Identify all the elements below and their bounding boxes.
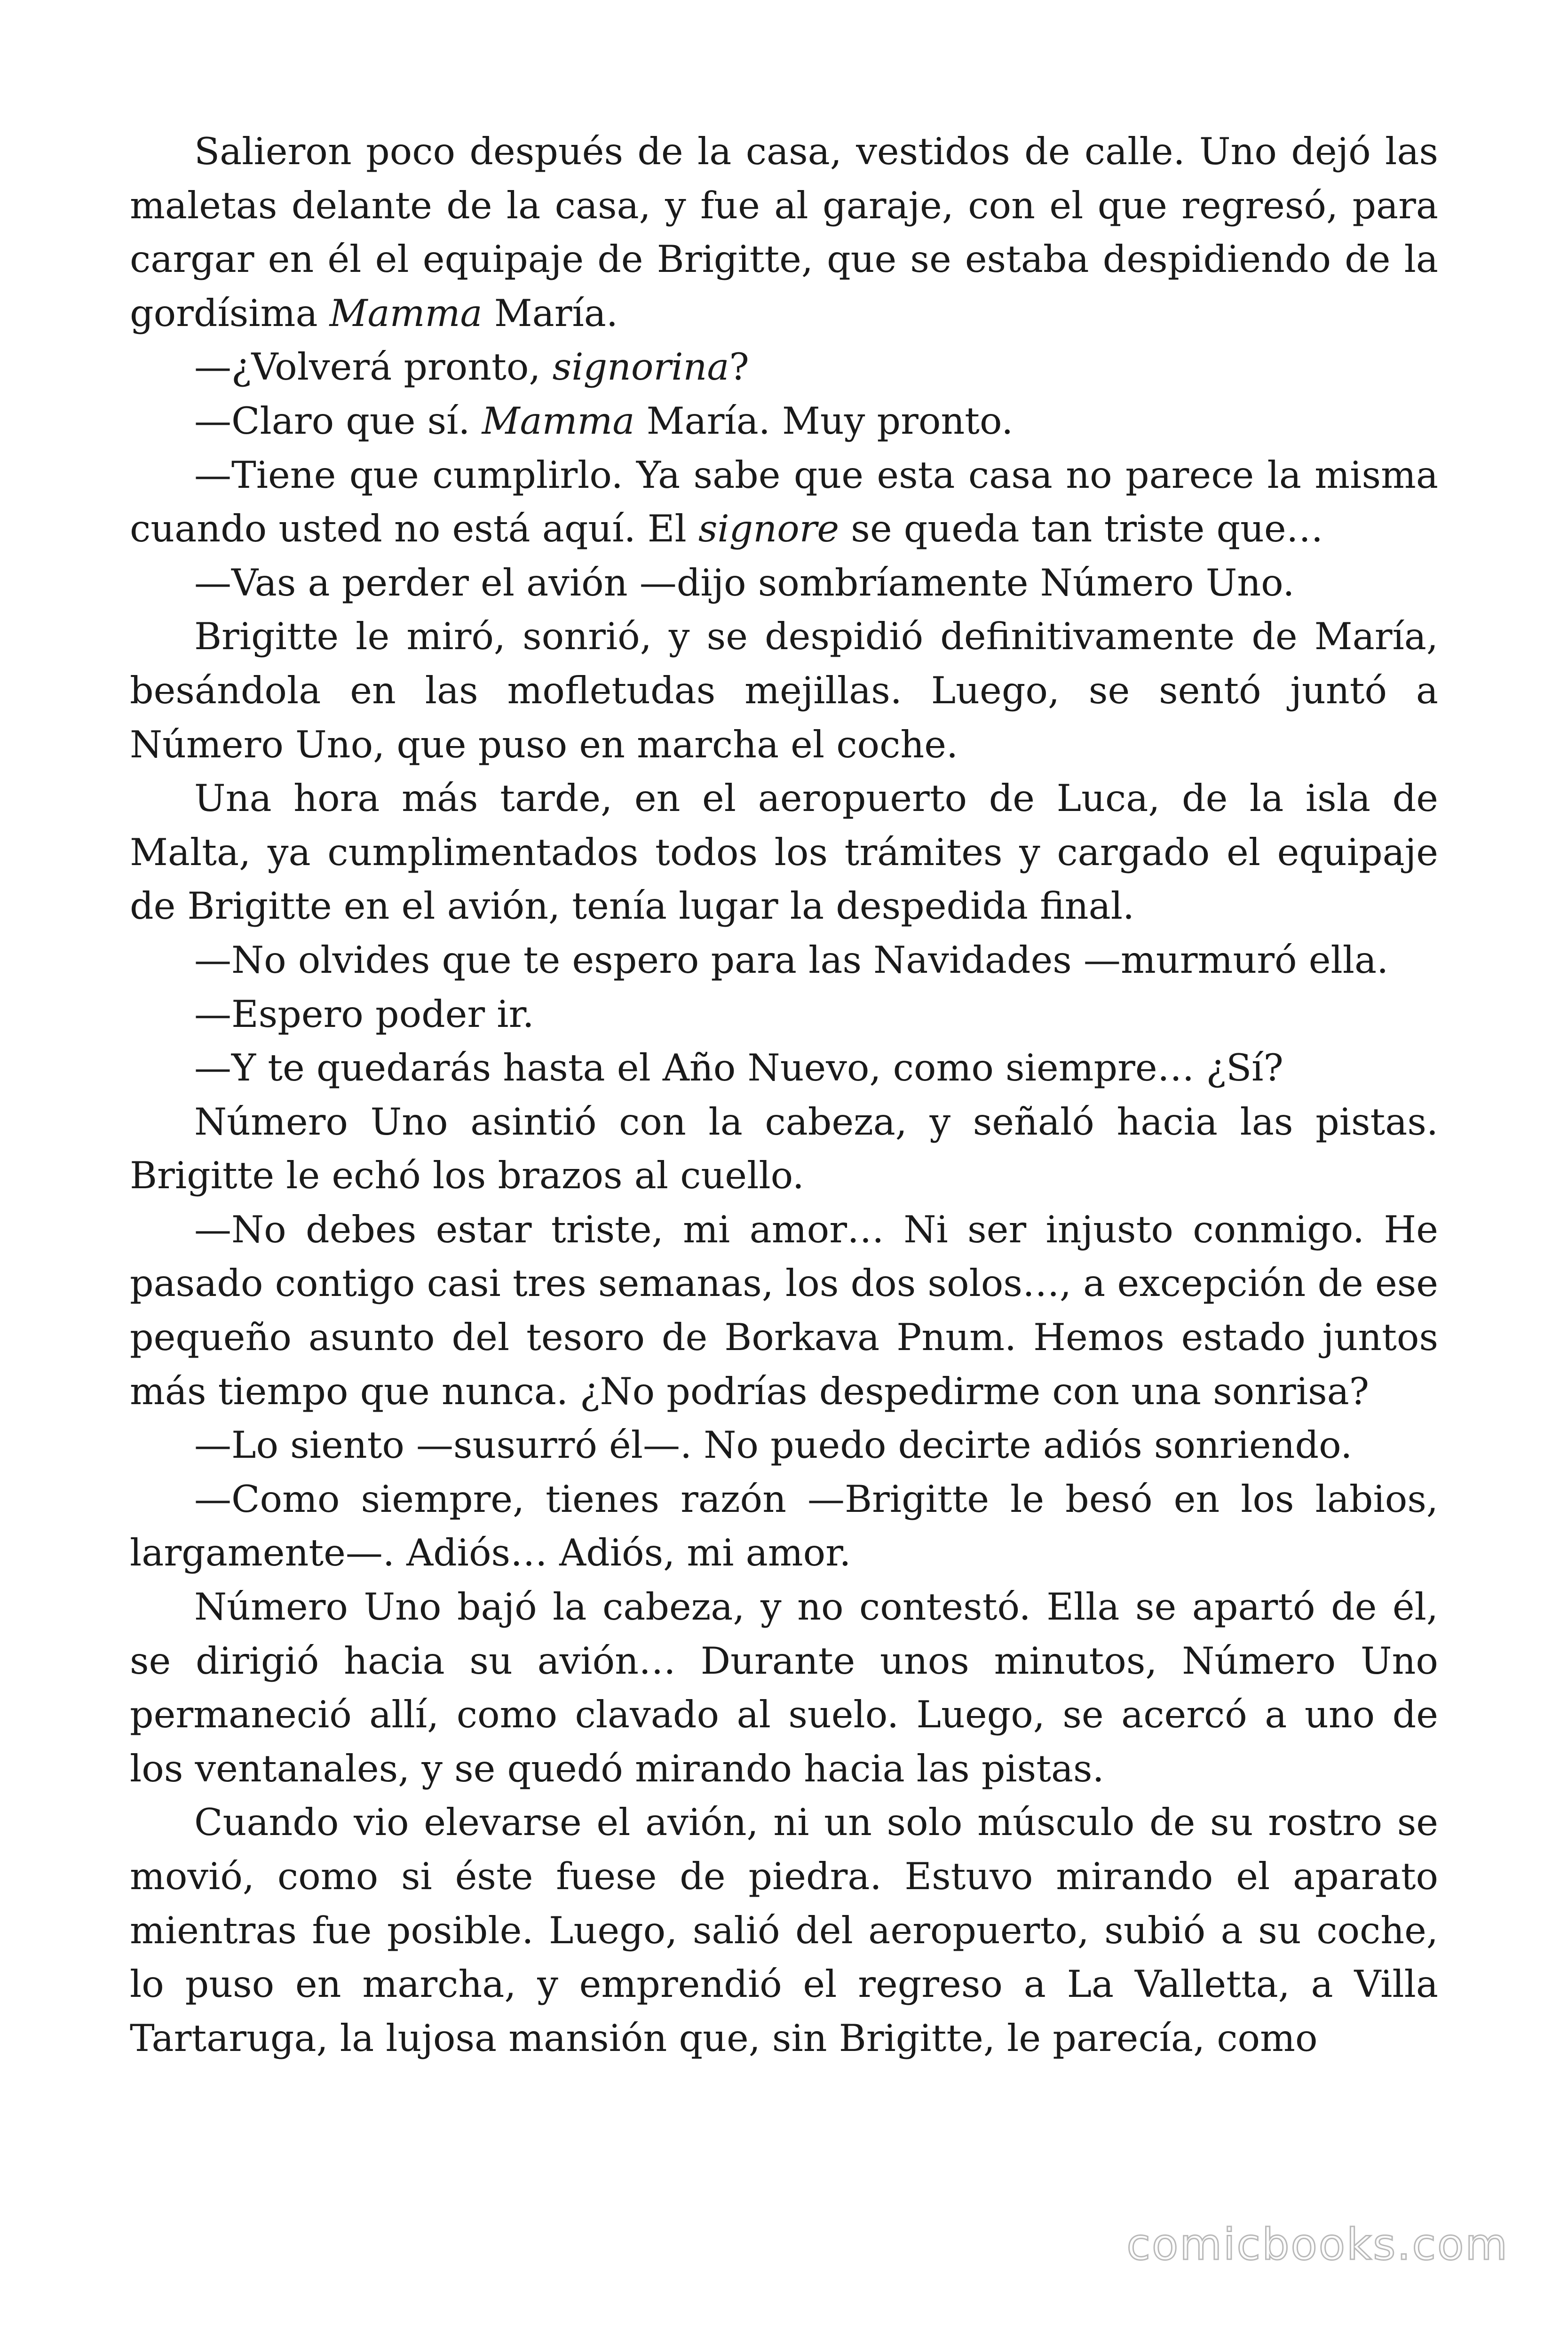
italic-text: signore bbox=[698, 507, 839, 551]
text-run: Cuando vio elevarse el avión, ni un solo músculo de su rostro se movió, como si éste fuese de piedra. Estuvo mirando el aparato mientras fue posible. Luego, salió del aeropuerto, subió a su coche, lo puso en marcha, y emprendió el regreso a La Valletta, a Villa Tartaruga, la lujosa mansión que, sin Brigitte, le parecía, como bbox=[130, 1801, 1438, 2060]
paragraph bbox=[130, 1203, 1438, 1418]
text-run: —Lo siento —susurró él—. No puedo decirte adiós sonriendo. bbox=[194, 1423, 1353, 1467]
paragraph bbox=[130, 610, 1438, 771]
text-run: Una hora más tarde, en el aeropuerto de Luca, de la isla de Malta, ya cumplimentados todos los trámites y cargado el equipaje de Brigitte en el avión, tenía lugar la despedida final. bbox=[130, 777, 1438, 928]
paragraph bbox=[130, 448, 1438, 556]
paragraph bbox=[130, 771, 1438, 933]
text-run: —No debes estar triste, mi amor… Ni ser injusto conmigo. He pasado contigo casi tres semanas, los dos solos…, a excepción de ese pequeño asunto del tesoro de Borkava Pnum. Hemos estado juntos más tiempo que nunca. ¿No podrías despedirme con una sonrisa? bbox=[130, 1208, 1438, 1413]
paragraph bbox=[130, 340, 1438, 394]
text-run: —Como siempre, tienes razón —Brigitte le besó en los labios, largamente—. Adiós… Adiós, mi amor. bbox=[130, 1477, 1438, 1575]
italic-text: Mamma bbox=[482, 399, 635, 443]
paragraph bbox=[130, 1472, 1438, 1580]
text-run: María. Muy pronto. bbox=[634, 399, 1014, 443]
paragraph bbox=[130, 1095, 1438, 1203]
italic-text: signorina bbox=[552, 345, 729, 389]
paragraph bbox=[130, 556, 1438, 610]
text-run: —Y te quedarás hasta el Año Nuevo, como siempre… ¿Sí? bbox=[194, 1046, 1283, 1090]
paragraph bbox=[130, 1796, 1438, 2065]
text-run: Número Uno bajó la cabeza, y no contestó. Ella se apartó de él, se dirigió hacia su avión… Durante unos minutos, Número Uno permaneció allí, como clavado al suelo. Luego, se acercó a uno de los ventanales, y se quedó mirando hacia las pistas. bbox=[130, 1585, 1438, 1790]
paragraph bbox=[130, 1580, 1438, 1796]
text-run: —Espero poder ir. bbox=[194, 992, 534, 1036]
text-run: María. bbox=[482, 291, 618, 335]
page-body-text bbox=[130, 125, 1438, 2065]
paragraph bbox=[130, 394, 1438, 448]
paragraph bbox=[130, 987, 1438, 1041]
paragraph bbox=[130, 125, 1438, 340]
text-run: ? bbox=[729, 345, 749, 389]
text-run: —Claro que sí. bbox=[194, 399, 482, 443]
text-run: —Tiene que cumplirlo. Ya sabe que esta casa no parece la misma cuando usted no está aquí. El bbox=[130, 453, 1438, 551]
paragraph bbox=[130, 933, 1438, 987]
text-run: se queda tan triste que… bbox=[839, 507, 1323, 551]
text-run: —¿Volverá pronto, bbox=[194, 345, 553, 389]
paragraph bbox=[130, 1041, 1438, 1095]
italic-text: Mamma bbox=[329, 291, 483, 335]
text-run: —No olvides que te espero para las Navidades —murmuró ella. bbox=[194, 938, 1389, 982]
paragraph bbox=[130, 1418, 1438, 1472]
text-run: Salieron poco después de la casa, vestidos de calle. Uno dejó las maletas delante de la casa, y fue al garaje, con el que regresó, para cargar en él el equipaje de Brigitte, que se estaba despidiendo de la gordísima bbox=[130, 130, 1438, 335]
text-run: Brigitte le miró, sonrió, y se despidió definitivamente de María, besándola en las mofletudas mejillas. Luego, se sentó juntó a Número Uno, que puso en marcha el coche. bbox=[130, 615, 1438, 766]
text-run: —Vas a perder el avión —dijo sombríamente Número Uno. bbox=[194, 561, 1295, 604]
watermark: comicbooks.com bbox=[1126, 2219, 1509, 2270]
text-run: Número Uno asintió con la cabeza, y señaló hacia las pistas. Brigitte le echó los brazos al cuello. bbox=[130, 1100, 1438, 1198]
